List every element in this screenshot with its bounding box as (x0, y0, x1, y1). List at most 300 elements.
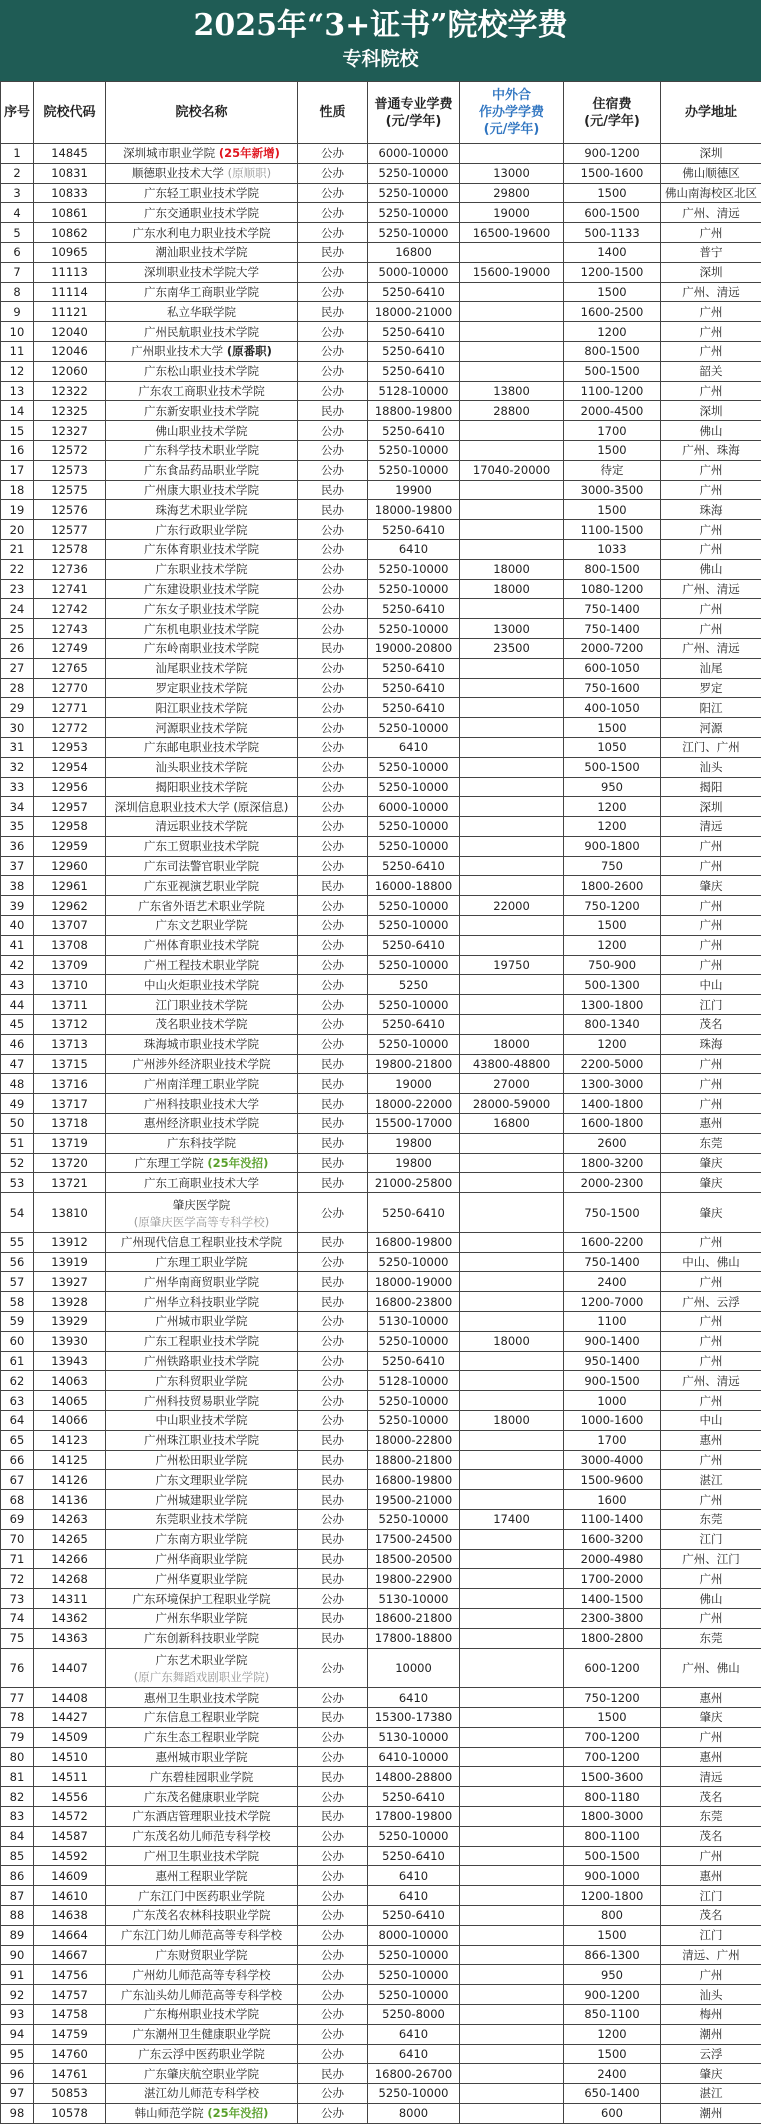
table-row (1, 1509, 761, 1529)
cell-seq: 3 (1, 183, 34, 203)
cell-code: 12046 (34, 341, 106, 361)
cell-dorm-fee: 1800-3200 (564, 1153, 661, 1173)
cell-address: 清远、广州 (661, 1945, 761, 1965)
school-name: 广东科学技术职业学院 (144, 443, 259, 458)
cell-type: 公办 (298, 520, 368, 540)
cell-code: 14063 (34, 1371, 106, 1391)
cell-address: 广州 (661, 1391, 761, 1411)
cell-type: 民办 (298, 302, 368, 322)
cell-name (106, 1569, 298, 1589)
cell-name (106, 1015, 298, 1035)
cell-dorm-fee: 1600-2200 (564, 1232, 661, 1252)
cell-seq: 73 (1, 1589, 34, 1609)
cell-seq: 89 (1, 1925, 34, 1945)
table-row (1, 1411, 761, 1431)
cell-type: 公办 (298, 460, 368, 480)
school-name: 汕尾职业技术学院 (155, 661, 248, 676)
cell-dorm-fee: 1500 (564, 916, 661, 936)
cell-code: 14664 (34, 1925, 106, 1945)
school-name: 深圳城市职业学院 (123, 146, 216, 161)
cell-address: 广州 (661, 1054, 761, 1074)
cell-address: 广州 (661, 1490, 761, 1510)
cell-dorm-fee: 750-1400 (564, 1252, 661, 1272)
cell-joint-fee (460, 1985, 564, 2005)
cell-joint-fee (460, 1272, 564, 1292)
cell-name (106, 579, 298, 599)
cell-name (106, 1688, 298, 1708)
school-name: 广东工商职业技术大学 (144, 1175, 259, 1190)
tuition-table (0, 81, 761, 2124)
cell-address: 江门 (661, 1886, 761, 1906)
cell-seq: 26 (1, 638, 34, 658)
cell-name (106, 777, 298, 797)
cell-code: 14125 (34, 1450, 106, 1470)
cell-seq: 43 (1, 975, 34, 995)
cell-name (106, 1608, 298, 1628)
cell-fee: 5250-10000 (368, 2084, 460, 2104)
cell-type: 公办 (298, 955, 368, 975)
cell-joint-fee (460, 718, 564, 738)
cell-joint-fee (460, 1391, 564, 1411)
table-row (1, 658, 761, 678)
cell-code: 14610 (34, 1886, 106, 1906)
cell-seq: 41 (1, 935, 34, 955)
table-row (1, 1074, 761, 1094)
cell-fee: 17800-18800 (368, 1628, 460, 1648)
cell-dorm-fee: 1000 (564, 1391, 661, 1411)
cell-fee: 10000 (368, 1648, 460, 1688)
cell-joint-fee (460, 500, 564, 520)
table-row (1, 1707, 761, 1727)
cell-name (106, 559, 298, 579)
cell-address: 深圳 (661, 401, 761, 421)
cell-seq: 14 (1, 401, 34, 421)
school-name: 江门职业技术学院 (155, 997, 248, 1012)
cell-fee: 5250-6410 (368, 421, 460, 441)
cell-address: 肇庆 (661, 1173, 761, 1193)
cell-fee: 16800-26700 (368, 2064, 460, 2084)
cell-address: 珠海 (661, 1034, 761, 1054)
cell-address: 惠州 (661, 1688, 761, 1708)
cell-fee: 5250-10000 (368, 718, 460, 738)
cell-joint-fee (460, 836, 564, 856)
cell-name (106, 500, 298, 520)
cell-dorm-fee: 1200-1800 (564, 1886, 661, 1906)
table-row (1, 757, 761, 777)
cell-joint-fee (460, 1846, 564, 1866)
cell-name (106, 381, 298, 401)
cell-joint-fee (460, 1549, 564, 1569)
cell-dorm-fee: 400-1050 (564, 698, 661, 718)
school-name: 广州职业技术大学 (131, 344, 224, 359)
cell-dorm-fee: 3000-4000 (564, 1450, 661, 1470)
cell-type: 民办 (298, 1569, 368, 1589)
cell-dorm-fee: 1200-1500 (564, 262, 661, 282)
cell-fee: 6410 (368, 737, 460, 757)
cell-fee: 5250-6410 (368, 856, 460, 876)
school-name: 广东交通职业技术学院 (144, 205, 259, 220)
cell-fee: 18800-19800 (368, 401, 460, 421)
cell-type: 公办 (298, 856, 368, 876)
school-name: 广州城建职业学院 (155, 1492, 248, 1507)
cell-code: 12736 (34, 559, 106, 579)
cell-name (106, 282, 298, 302)
cell-type: 公办 (298, 678, 368, 698)
table-row (1, 1312, 761, 1332)
cell-address: 茂名 (661, 1826, 761, 1846)
cell-fee: 5250-10000 (368, 1391, 460, 1411)
cell-code: 13719 (34, 1133, 106, 1153)
school-name: 肇庆医学院 (172, 1197, 231, 1212)
cell-address: 汕尾 (661, 658, 761, 678)
cell-code: 14758 (34, 2004, 106, 2024)
cell-type: 公办 (298, 916, 368, 936)
cell-dorm-fee: 1100-1400 (564, 1509, 661, 1529)
cell-code: 14509 (34, 1727, 106, 1747)
cell-dorm-fee: 1700 (564, 1430, 661, 1450)
cell-joint-fee (460, 1470, 564, 1490)
cell-joint-fee (460, 1569, 564, 1589)
cell-type: 民办 (298, 500, 368, 520)
cell-code: 10861 (34, 203, 106, 223)
cell-type: 民办 (298, 1272, 368, 1292)
cell-fee: 5250-6410 (368, 698, 460, 718)
table-header-row (1, 82, 761, 144)
cell-type: 公办 (298, 797, 368, 817)
cell-fee: 6410 (368, 1866, 460, 1886)
col-header-code: 院校代码 (34, 82, 106, 144)
cell-fee: 18600-21800 (368, 1608, 460, 1628)
cell-address: 茂名 (661, 1787, 761, 1807)
cell-code: 14761 (34, 2064, 106, 2084)
cell-address: 广州 (661, 1351, 761, 1371)
cell-code: 13709 (34, 955, 106, 975)
cell-code: 14427 (34, 1707, 106, 1727)
cell-dorm-fee: 2000-4500 (564, 401, 661, 421)
cell-joint-fee (460, 1252, 564, 1272)
cell-fee: 6410 (368, 2044, 460, 2064)
cell-type: 公办 (298, 1312, 368, 1332)
table-row (1, 1866, 761, 1886)
cell-dorm-fee: 1500-1600 (564, 163, 661, 183)
cell-fee: 19900 (368, 480, 460, 500)
cell-type: 民办 (298, 1232, 368, 1252)
school-name: 广东岭南职业技术学院 (144, 641, 259, 656)
cell-name (106, 1272, 298, 1292)
cell-dorm-fee: 800-1500 (564, 559, 661, 579)
cell-joint-fee (460, 1826, 564, 1846)
cell-address: 广州 (661, 955, 761, 975)
cell-name (106, 1727, 298, 1747)
cell-type: 公办 (298, 1747, 368, 1767)
cell-name (106, 1252, 298, 1272)
cell-address: 江门 (661, 1529, 761, 1549)
page-subtitle: 专科院校 (342, 48, 419, 70)
cell-fee: 16800 (368, 242, 460, 262)
cell-dorm-fee: 750-1400 (564, 599, 661, 619)
cell-seq: 12 (1, 361, 34, 381)
cell-type: 公办 (298, 1509, 368, 1529)
cell-name (106, 658, 298, 678)
cell-name (106, 737, 298, 757)
cell-address: 广州 (661, 539, 761, 559)
table-row (1, 2084, 761, 2104)
cell-code: 12954 (34, 757, 106, 777)
cell-code: 13928 (34, 1292, 106, 1312)
cell-dorm-fee: 1400-1800 (564, 1094, 661, 1114)
cell-dorm-fee: 850-1100 (564, 2004, 661, 2024)
col-header-dorm-fee: 住宿费 (元/学年) (564, 82, 661, 144)
cell-name (106, 1292, 298, 1312)
cell-address: 江门 (661, 995, 761, 1015)
cell-seq: 28 (1, 678, 34, 698)
cell-fee: 21000-25800 (368, 1173, 460, 1193)
school-name: 揭阳职业技术学院 (155, 779, 248, 794)
cell-type: 公办 (298, 975, 368, 995)
cell-joint-fee: 15600-19000 (460, 262, 564, 282)
cell-address: 佛山 (661, 559, 761, 579)
cell-joint-fee (460, 1430, 564, 1450)
school-name: 罗定职业技术学院 (155, 680, 248, 695)
school-name: 广东工贸职业技术学院 (144, 839, 259, 854)
table-row (1, 401, 761, 421)
cell-name (106, 638, 298, 658)
cell-dorm-fee: 2200-5000 (564, 1054, 661, 1074)
cell-seq: 20 (1, 520, 34, 540)
cell-name (106, 1826, 298, 1846)
cell-dorm-fee: 2000-7200 (564, 638, 661, 658)
cell-code: 13721 (34, 1173, 106, 1193)
title-banner (0, 0, 761, 81)
cell-code: 14638 (34, 1905, 106, 1925)
cell-dorm-fee: 750-1200 (564, 1688, 661, 1708)
cell-type: 民办 (298, 401, 368, 421)
cell-joint-fee (460, 1945, 564, 1965)
cell-name (106, 322, 298, 342)
table-row (1, 183, 761, 203)
cell-joint-fee (460, 1589, 564, 1609)
cell-code: 14510 (34, 1747, 106, 1767)
cell-address: 广州 (661, 223, 761, 243)
cell-address: 广州 (661, 1450, 761, 1470)
cell-name (106, 1371, 298, 1391)
school-name: 广东体育职业技术学院 (144, 542, 259, 557)
school-name: 河源职业技术学院 (155, 720, 248, 735)
cell-code: 12576 (34, 500, 106, 520)
table-row (1, 163, 761, 183)
cell-address: 广州、清远 (661, 1371, 761, 1391)
cell-name (106, 975, 298, 995)
school-name: 广东碧桂园职业学院 (149, 1769, 254, 1784)
cell-seq: 82 (1, 1787, 34, 1807)
cell-type: 民办 (298, 638, 368, 658)
school-name: 中山职业技术学院 (155, 1413, 248, 1428)
table-row (1, 1450, 761, 1470)
cell-code: 14556 (34, 1787, 106, 1807)
table-row (1, 1589, 761, 1609)
table-row (1, 1490, 761, 1510)
cell-name (106, 1331, 298, 1351)
cell-seq: 60 (1, 1331, 34, 1351)
cell-name (106, 242, 298, 262)
cell-name (106, 836, 298, 856)
cell-name (106, 1312, 298, 1332)
cell-seq: 17 (1, 460, 34, 480)
school-name: 广东茂名健康职业学院 (144, 1789, 259, 1804)
cell-code: 14756 (34, 1965, 106, 1985)
cell-address: 佛山 (661, 1589, 761, 1609)
cell-dorm-fee: 500-1500 (564, 361, 661, 381)
school-name: 中山火炬职业技术学院 (144, 977, 259, 992)
cell-type: 公办 (298, 322, 368, 342)
cell-name (106, 856, 298, 876)
cell-seq: 81 (1, 1767, 34, 1787)
table-row (1, 480, 761, 500)
cell-name (106, 619, 298, 639)
school-name: 广州康大职业技术学院 (144, 482, 259, 497)
cell-name (106, 203, 298, 223)
cell-fee: 5250-10000 (368, 1252, 460, 1272)
cell-address: 广州 (661, 619, 761, 639)
cell-name (106, 421, 298, 441)
cell-fee: 5250-6410 (368, 599, 460, 619)
cell-seq: 36 (1, 836, 34, 856)
table-row (1, 144, 761, 164)
cell-joint-fee (460, 599, 564, 619)
cell-address: 深圳 (661, 144, 761, 164)
cell-address: 广州 (661, 1846, 761, 1866)
cell-seq: 93 (1, 2004, 34, 2024)
cell-joint-fee (460, 737, 564, 757)
cell-address: 茂名 (661, 1905, 761, 1925)
cell-seq: 29 (1, 698, 34, 718)
table-row (1, 421, 761, 441)
table-row (1, 1292, 761, 1312)
cell-type: 公办 (298, 440, 368, 460)
col-header-joint-fee: 中外合 作办学学费 (元/学年) (460, 82, 564, 144)
cell-fee: 19800 (368, 1153, 460, 1173)
cell-name (106, 341, 298, 361)
cell-seq: 72 (1, 1569, 34, 1589)
cell-fee: 5250-10000 (368, 1965, 460, 1985)
cell-seq: 69 (1, 1509, 34, 1529)
cell-dorm-fee: 1200-7000 (564, 1292, 661, 1312)
cell-dorm-fee: 1100-1200 (564, 381, 661, 401)
cell-code: 13927 (34, 1272, 106, 1292)
cell-dorm-fee: 800-1500 (564, 341, 661, 361)
school-name: 广东梅州职业技术学院 (144, 2007, 259, 2022)
table-row (1, 282, 761, 302)
cell-joint-fee (460, 2024, 564, 2044)
cell-code: 14065 (34, 1391, 106, 1411)
cell-code: 13943 (34, 1351, 106, 1371)
cell-name (106, 361, 298, 381)
cell-seq: 91 (1, 1965, 34, 1985)
cell-joint-fee (460, 1450, 564, 1470)
table-row (1, 1727, 761, 1747)
cell-name (106, 2064, 298, 2084)
table-row (1, 1688, 761, 1708)
cell-joint-fee (460, 480, 564, 500)
cell-address: 佛山顺德区 (661, 163, 761, 183)
cell-address: 广州 (661, 520, 761, 540)
cell-type: 民办 (298, 1529, 368, 1549)
cell-joint-fee (460, 322, 564, 342)
cell-dorm-fee: 1500 (564, 1707, 661, 1727)
table-row (1, 1905, 761, 1925)
cell-type: 公办 (298, 1193, 368, 1233)
cell-name (106, 757, 298, 777)
school-name: 广东江门中医药职业学院 (138, 1888, 265, 1903)
cell-code: 14609 (34, 1866, 106, 1886)
cell-type: 公办 (298, 658, 368, 678)
cell-dorm-fee: 3000-3500 (564, 480, 661, 500)
table-row (1, 1232, 761, 1252)
cell-joint-fee (460, 282, 564, 302)
cell-type: 公办 (298, 223, 368, 243)
cell-fee: 6410 (368, 539, 460, 559)
cell-type: 公办 (298, 599, 368, 619)
cell-code: 11121 (34, 302, 106, 322)
cell-name (106, 599, 298, 619)
cell-fee: 5128-10000 (368, 381, 460, 401)
cell-dorm-fee: 1600 (564, 1490, 661, 1510)
cell-address: 广州 (661, 1331, 761, 1351)
cell-name (106, 2084, 298, 2104)
cell-type: 公办 (298, 262, 368, 282)
cell-type: 公办 (298, 559, 368, 579)
cell-type: 民办 (298, 1430, 368, 1450)
cell-joint-fee (460, 995, 564, 1015)
cell-fee: 5250-6410 (368, 1787, 460, 1807)
col-header-seq: 序号 (1, 82, 34, 144)
cell-fee: 18000-19000 (368, 1272, 460, 1292)
cell-type: 公办 (298, 1034, 368, 1054)
cell-type: 公办 (298, 1886, 368, 1906)
cell-seq: 87 (1, 1886, 34, 1906)
cell-joint-fee: 18000 (460, 1331, 564, 1351)
cell-dorm-fee: 1200 (564, 797, 661, 817)
school-name: 潮汕职业技术学院 (155, 245, 248, 260)
cell-code: 14759 (34, 2024, 106, 2044)
school-name: 广州东华职业学院 (155, 1611, 248, 1626)
cell-address: 肇庆 (661, 1707, 761, 1727)
cell-joint-fee (460, 975, 564, 995)
cell-seq: 32 (1, 757, 34, 777)
cell-fee: 16800-23800 (368, 1292, 460, 1312)
cell-seq: 5 (1, 223, 34, 243)
cell-joint-fee (460, 1886, 564, 1906)
cell-type: 公办 (298, 1589, 368, 1609)
cell-code: 14136 (34, 1490, 106, 1510)
school-name: 广东理工学院 (134, 1156, 204, 1171)
school-note: (原番职) (226, 344, 272, 359)
cell-code: 12325 (34, 401, 106, 421)
cell-type: 民办 (298, 1173, 368, 1193)
cell-dorm-fee: 1200 (564, 1034, 661, 1054)
cell-code: 11114 (34, 282, 106, 302)
cell-fee: 5130-10000 (368, 1727, 460, 1747)
school-name: 广东江门幼儿师范高等专科学校 (121, 1928, 282, 1943)
cell-seq: 77 (1, 1688, 34, 1708)
cell-dorm-fee: 900-1200 (564, 144, 661, 164)
cell-fee: 5250-10000 (368, 183, 460, 203)
cell-address: 广州 (661, 341, 761, 361)
cell-seq: 18 (1, 480, 34, 500)
cell-fee: 5250-6410 (368, 322, 460, 342)
cell-fee: 5250-10000 (368, 836, 460, 856)
cell-joint-fee (460, 1232, 564, 1252)
